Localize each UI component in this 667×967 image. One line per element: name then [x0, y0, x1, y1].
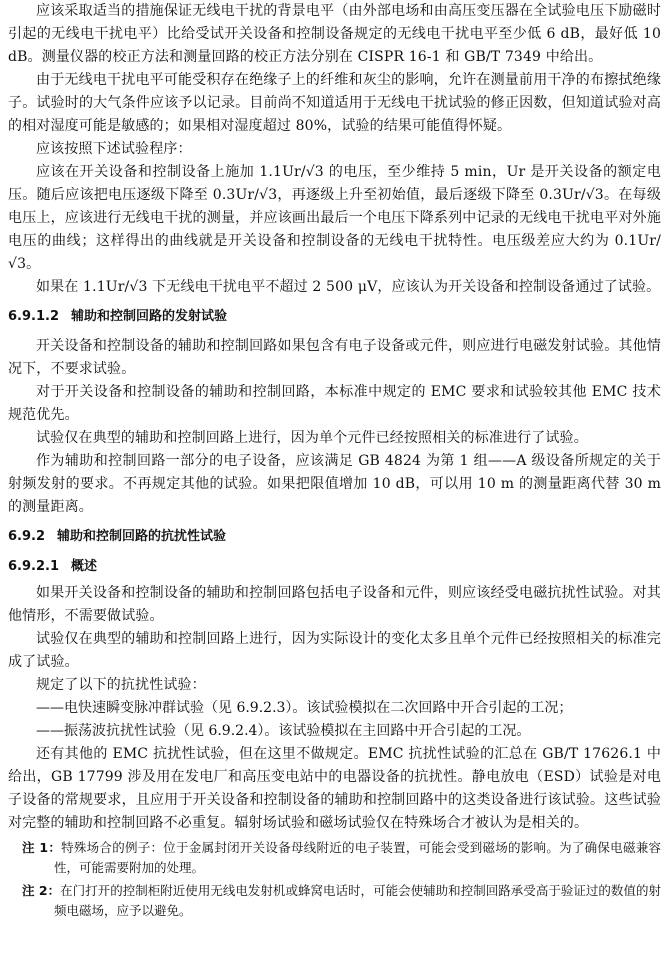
section-title: 辅助和控制回路的发射试验	[71, 309, 228, 324]
note-2	[0, 881, 667, 921]
paragraph-typical-immunity: 试验仅在典型的辅助和控制回路上进行，因为实际设计的变化太多且单个元件已经按照相关的标准完成了试验。	[8, 631, 661, 670]
section-number: 6.9.2.1	[8, 559, 59, 574]
note-1	[0, 838, 667, 878]
paragraph-background-level: 应该采取适当的措施保证无线电干扰的背景电平（由外部电场和由高压变压器在全试验电压下励磁时引起的无线电干扰电平）比给受试开关设备和控制设备规定的无线电干扰电平至少低 6 dB，最好低 10 dB。测量仪器的校正方法和测量回路的校正方法分别在 CISPR 16-1 和 GB/T 7349 中给出。	[8, 3, 661, 65]
list-item: ——电快速瞬变脉冲群试验（见 6.9.2.3）。该试验模拟在二次回路中开合引起的工况；	[36, 700, 573, 716]
section-number: 6.9.1.2	[8, 309, 59, 324]
section-heading-6-9-2-1	[0, 555, 667, 579]
section-heading-6-9-2	[0, 525, 667, 549]
section-title: 辅助和控制回路的抗扰性试验	[57, 529, 227, 544]
paragraph-emission-scope: 开关设备和控制设备的辅助和控制回路如果包含有电子设备或元件，则应进行电磁发射试验。其他情况下，不要求试验。	[8, 338, 661, 377]
paragraph-emc-priority: 对于开关设备和控制设备的辅助和控制回路，本标准中规定的 EMC 要求和试验较其他 EMC 技术规范优先。	[8, 384, 661, 423]
note-label: 注 2：	[22, 883, 61, 898]
section-heading-6-9-1-2	[0, 305, 667, 329]
paragraph-procedure-intro: 应该按照下述试验程序：	[36, 141, 192, 157]
section-number: 6.9.2	[8, 529, 46, 544]
paragraph-other-emc-tests: 还有其他的 EMC 抗扰性试验，但在这里不做规定。EMC 抗扰性试验的汇总在 GB/T 17626.1 中给出，GB 17799 涉及用在发电厂和高压变电站中的电器设备的抗扰性。静电放电（ESD）试验是对电子设备的常规要求，且应用于开关设备和控制设备的辅助和控制回路中的这类设备进行该试验。这些试验对完整的辅助和控制回路不必重复。辐射场试验和磁场试验仅在特殊场合才被认为是相关的。	[8, 746, 661, 831]
paragraph-pass-criterion: 如果在 1.1Ur/√3 下无线电干扰电平不超过 2 500 μV，应该认为开关设备和控制设备通过了试验。	[36, 279, 661, 295]
list-item: ——振荡波抗扰性试验（见 6.9.2.4）。该试验模拟在主回路中开合引起的工况。	[36, 723, 531, 739]
note-text: 特殊场合的例子：位于金属封闭开关设备母线附近的电子装置，可能会受到磁场的影响。为了确保电磁兼容性，可能需要附加的处理。	[54, 840, 661, 875]
paragraph-typical-circuits: 试验仅在典型的辅助和控制回路上进行，因为单个元件已经按照相关的标准进行了试验。	[36, 430, 588, 446]
note-label: 注 1：	[22, 840, 62, 855]
paragraph-immunity-scope: 如果开关设备和控制设备的辅助和控制回路包括电子设备和元件，则应该经受电磁抗扰性试验。对其他情形，不需要做试验。	[8, 585, 661, 624]
paragraph-immunity-list-intro: 规定了以下的抗扰性试验：	[36, 677, 206, 693]
note-text: 在门打开的控制柜附近使用无线电发射机或蜂窝电话时，可能会使辅助和控制回路承受高于验证过的数值的射频电磁场，应予以避免。	[54, 883, 661, 918]
paragraph-insulator-cleaning: 由于无线电干扰电平可能受积存在绝缘子上的纤维和灰尘的影响，允许在测量前用干净的布擦拭绝缘子。试验时的大气条件应该予以记录。目前尚不知道适用于无线电干扰试验的修正因数，但知道试验对高的相对湿度可能是敏感的；如果相对湿度超过 80%，试验的结果可能值得怀疑。	[8, 72, 661, 134]
paragraph-voltage-procedure: 应该在开关设备和控制设备上施加 1.1Ur/√3 的电压，至少维持 5 min，Ur 是开关设备的额定电压。随后应该把电压逐级下降至 0.3Ur/√3，再逐级上升至初始值，最后逐级下降至 0.3Ur/√3。在每级电压上，应该进行无线电干扰的测量，并应该画出最后一个电压下降系列中记录的无线电干扰电平对外施电压的曲线；这样得出的曲线就是开关设备和控制设备的无线电干扰特性。电压级差应大约为 0.1Ur/√3。	[8, 164, 661, 272]
section-title: 概述	[71, 559, 98, 574]
paragraph-rf-emission: 作为辅助和控制回路一部分的电子设备，应该满足 GB 4824 为第 1 组——A 级设备所规定的关于射频发射的要求。不再规定其他的试验。如果把限值增加 10 dB，可以用 10 m 的测量距离代替 30 m 的测量距离。	[8, 453, 661, 515]
